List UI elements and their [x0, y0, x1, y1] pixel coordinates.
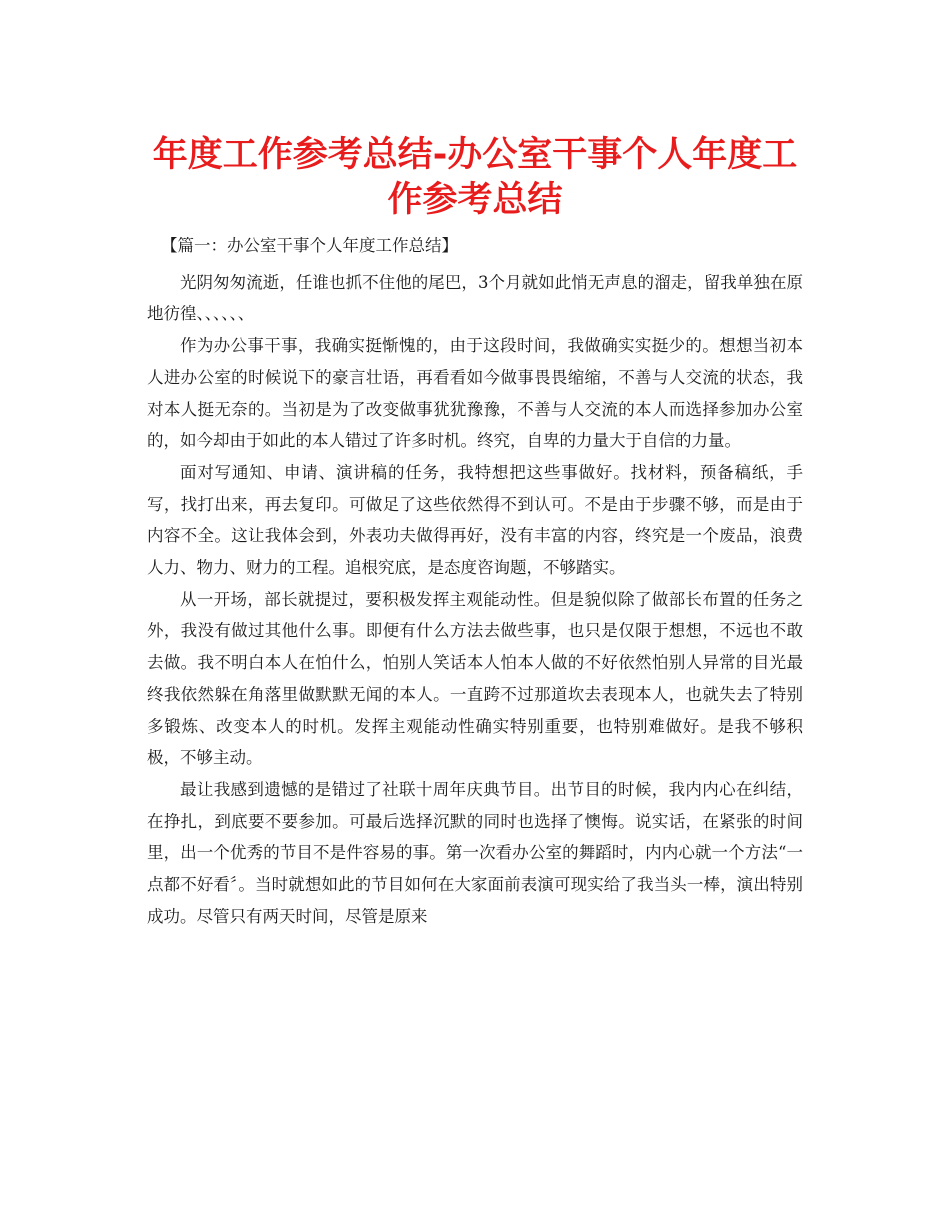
document-title: 年度工作参考总结-办公室干事个人年度工作参考总结	[152, 135, 798, 220]
paragraph-5: 最让我感到遗憾的是错过了社联十周年庆典节目。出节目的时候，我内内心在纠结，在挣扎，到底要不要参加。可最后选择沉默的同时也选择了懊悔。说实话，在紧张的时间里，出一个优秀的节目不是件容易的事。第一次看办公室的舞蹈时，内内心就一个方法“一点都不好看〞。当时就想如此的节目如何在大家面前表演可现实给了我当头一棒，演出特别成功。尽管只有两天时间，尽管是原来	[147, 779, 803, 926]
paragraph-1: 光阴匆匆流逝，任谁也抓不住他的尾巴，3个月就如此悄无声息的溜走，留我单独在原地彷徨、、、、、、	[147, 272, 803, 324]
document-body	[147, 230, 803, 932]
section-heading: 【篇一：办公室干事个人年度工作总结】	[161, 236, 458, 255]
paragraph-2: 作为办公事干事，我确实挺惭愧的，由于这段时间，我做确实实挺少的。想想当初本人进办公室的时候说下的豪言壮语，再看看如今做事畏畏缩缩，不善与人交流的状态，我对本人挺无奈的。当初是为了改变做事犹犹豫豫，不善与人交流的本人而选择参加办公室的，如今却由于如此的本人错过了许多时机。终究，自卑的力量大于自信的力量。	[147, 336, 803, 451]
paragraph-3: 面对写通知、申请、演讲稿的任务，我特想把这些事做好。找材料，预备稿纸，手写，找打出来，再去复印。可做足了这些依然得不到认可。不是由于步骤不够，而是由于内容不全。这让我体会到，外表功夫做得再好，没有丰富的内容，终究是一个废品，浪费人力、物力、财力的工程。追根究底，是态度咨询题，不够踏实。	[147, 462, 803, 578]
paragraph-4: 从一开场，部长就提过，要积极发挥主观能动性。但是貌似除了做部长布置的任务之外，我没有做过其他什么事。即便有什么方法去做些事，也只是仅限于想想，不远也不敢去做。我不明白本人在怕什么，怕别人笑话本人怕本人做的不好依然怕别人异常的目光最终我依然躲在角落里做默默无闻的本人。一直跨不过那道坎去表现本人，也就失去了特别多锻炼、改变本人的时机。发挥主观能动性确实特别重要，也特别难做好。是我不够积极，不够主动。	[147, 589, 803, 768]
